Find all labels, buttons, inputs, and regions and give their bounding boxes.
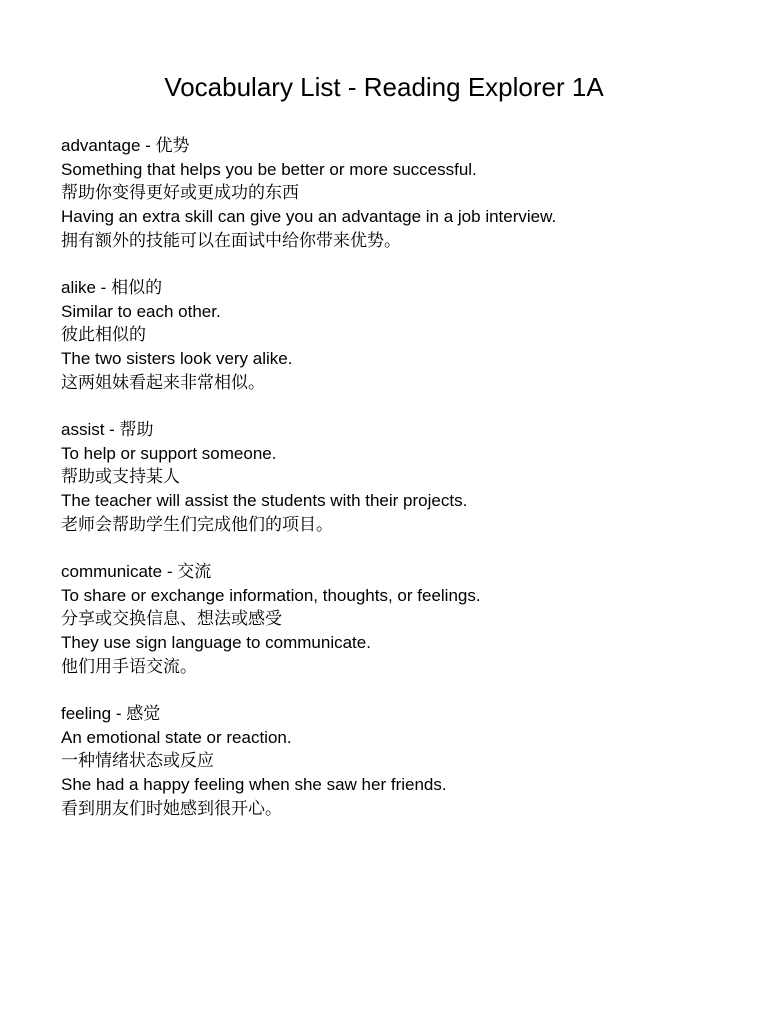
definition-english: An emotional state or reaction. (61, 727, 292, 747)
example-english: Having an extra skill can give you an advantage in a job interview. (61, 207, 557, 227)
example-chinese: 他们用手语交流。 (61, 656, 197, 676)
example-english: The two sisters look very alike. (61, 349, 293, 369)
headword: alike - 相似的 (61, 278, 163, 298)
example-chinese: 拥有额外的技能可以在面试中给你带来优势。 (61, 230, 401, 250)
headword: feeling - 感觉 (61, 704, 161, 724)
definition-chinese: 帮助或支持某人 (61, 467, 180, 487)
headword: advantage - 优势 (61, 136, 190, 155)
example-english: The teacher will assist the students with their projects. (61, 491, 468, 511)
vocab-entry-feeling (61, 702, 741, 821)
definition-english: To help or support someone. (61, 443, 277, 463)
example-english: She had a happy feeling when she saw her friends. (61, 775, 447, 795)
vocab-entry-communicate (61, 560, 741, 679)
vocabulary-list (61, 134, 741, 844)
definition-english: Something that helps you be better or more successful. (61, 159, 477, 179)
example-english: They use sign language to communicate. (61, 633, 371, 653)
definition-chinese: 一种情绪状态或反应 (61, 751, 214, 771)
definition-chinese: 分享或交换信息、想法或感受 (61, 609, 282, 629)
definition-english: To share or exchange information, thoughts, or feelings. (61, 585, 481, 605)
definition-english: Similar to each other. (61, 301, 221, 321)
example-chinese: 看到朋友们时她感到很开心。 (61, 798, 282, 818)
headword: communicate - 交流 (61, 562, 212, 582)
example-chinese: 这两姐妹看起来非常相似。 (61, 372, 265, 392)
vocab-entry-alike (61, 276, 741, 395)
definition-chinese: 彼此相似的 (61, 325, 146, 345)
page-title: Vocabulary List - Reading Explorer 1A (164, 72, 604, 102)
definition-chinese: 帮助你变得更好或更成功的东西 (61, 183, 299, 203)
vocab-entry-assist (61, 418, 741, 537)
example-chinese: 老师会帮助学生们完成他们的项目。 (61, 514, 333, 534)
headword: assist - 帮助 (61, 420, 154, 440)
vocab-entry-advantage (61, 134, 741, 253)
